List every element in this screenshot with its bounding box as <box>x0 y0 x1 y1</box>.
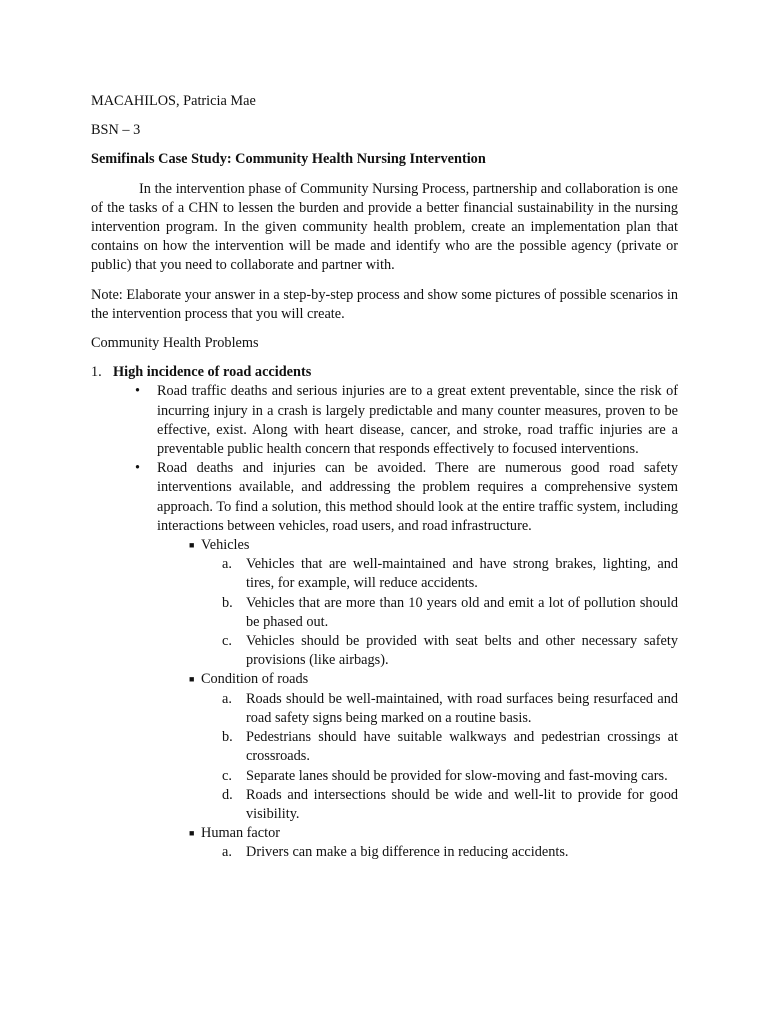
item-letter: c. <box>222 767 232 784</box>
factor-list <box>157 536 678 862</box>
list-item <box>222 690 678 728</box>
problem-number: 1. <box>91 364 102 381</box>
course-year: BSN – 3 <box>91 122 141 139</box>
note-paragraph: Note: Elaborate your answer in a step-by-step process and show some pictures of possible scenarios in the intervention process that you will create. <box>91 286 678 322</box>
bullet-dot-icon: • <box>135 460 141 477</box>
factor-sublist <box>201 690 678 824</box>
factor-sublist <box>201 555 678 670</box>
section-label: Community Health Problems <box>91 335 259 352</box>
intro-paragraph: In the intervention phase of Community Nursing Process, partnership and collaboration is one of the tasks of a CHN to lessen the burden and provide a better financial sustainability in the nursing intervention program. In the given community health problem, create an implementation plan that contains on how the intervention will be made and identify who are the possible agency (private or public) that you need to collaborate and partner with. <box>91 180 678 274</box>
problem-title: High incidence of road accidents <box>113 364 312 381</box>
item-letter: a. <box>222 556 232 573</box>
factor-item-vehicles <box>189 536 678 670</box>
list-item <box>222 728 678 766</box>
factor-sublist <box>201 843 678 862</box>
item-text: Pedestrians should have suitable walkways and pedestrian crossings at crossroads. <box>246 729 678 765</box>
factor-item-human <box>189 824 678 862</box>
factor-label: Human factor <box>201 825 280 842</box>
list-item <box>222 594 678 632</box>
list-item <box>222 843 678 862</box>
item-text: Drivers can make a big difference in reducing accidents. <box>246 844 569 861</box>
item-text: Roads and intersections should be wide and well-lit to provide for good visibility. <box>246 786 678 822</box>
list-item <box>222 555 678 593</box>
bullet-text: Road deaths and injuries can be avoided. There are numerous good road safety interventions available, and addressing the problem requires a comprehensive system approach. To find a solution, this method should look at the entire traffic system, including interactions between vehicles, road users, and road infrastructure. <box>157 460 678 534</box>
item-letter: b. <box>222 594 233 611</box>
factor-label: Vehicles <box>201 537 250 554</box>
list-item <box>222 632 678 670</box>
item-letter: d. <box>222 786 233 803</box>
bullet-item <box>135 459 678 862</box>
factor-item-roads <box>189 670 678 824</box>
square-bullet-icon: ■ <box>189 828 195 839</box>
item-text: Roads should be well-maintained, with road surfaces being resurfaced and road safety signs being marked on a routine basis. <box>246 690 678 726</box>
item-text: Vehicles that are more than 10 years old and emit a lot of pollution should be phased out. <box>246 594 678 630</box>
list-item <box>222 786 678 824</box>
problem-bullet-list <box>91 382 678 862</box>
bullet-item <box>135 382 678 459</box>
item-text: Separate lanes should be provided for slow-moving and fast-moving cars. <box>246 767 668 784</box>
factor-label: Condition of roads <box>201 671 309 688</box>
item-letter: a. <box>222 690 232 707</box>
item-letter: c. <box>222 633 232 650</box>
bullet-dot-icon: • <box>135 383 141 400</box>
student-name: MACAHILOS, Patricia Mae <box>91 93 256 109</box>
square-bullet-icon: ■ <box>189 540 195 551</box>
item-text: Vehicles should be provided with seat belts and other necessary safety provisions (like airbags). <box>246 633 678 669</box>
document-title: Semifinals Case Study: Community Health Nursing Intervention <box>91 151 486 168</box>
square-bullet-icon: ■ <box>189 674 195 685</box>
bullet-text: Road traffic deaths and serious injuries are to a great extent preventable, since the risk of incurring injury in a crash is largely predictable and many counter measures, proven to be effective, exist. Along with heart disease, cancer, and stroke, road traffic injuries are a preventable public health concern that responds effectively to focused interventions. <box>157 383 678 458</box>
item-letter: a. <box>222 844 232 861</box>
document-body <box>91 92 678 863</box>
problem-heading <box>91 363 678 382</box>
item-letter: b. <box>222 729 233 746</box>
item-text: Vehicles that are well-maintained and have strong brakes, lighting, and tires, for example, will reduce accidents. <box>246 556 678 592</box>
list-item <box>222 767 678 786</box>
